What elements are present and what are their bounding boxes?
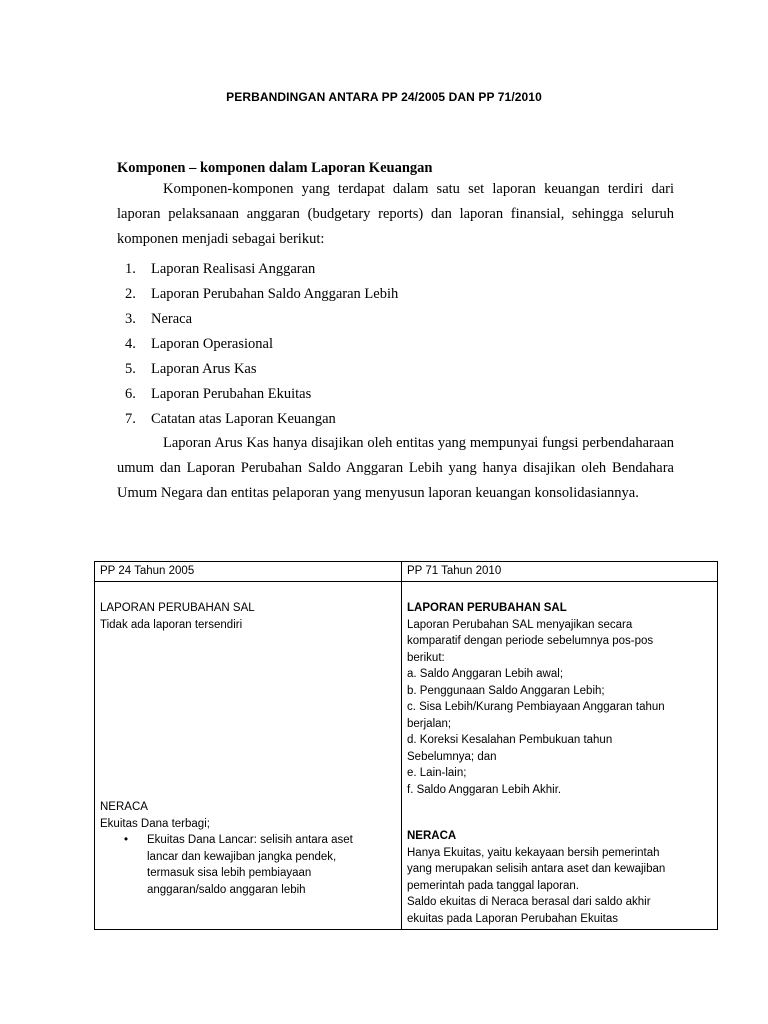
sal-heading-left: LAPORAN PERUBAHAN SAL <box>100 602 255 614</box>
bullet-line: Ekuitas Dana Lancar: selisih antara aset <box>147 834 353 846</box>
bullet-item <box>100 832 396 898</box>
table-row <box>95 582 718 930</box>
list-item-label: Laporan Perubahan Ekuitas <box>151 386 312 402</box>
list-item <box>117 407 674 432</box>
component-list <box>117 257 674 432</box>
sal-line: e. Lain-lain; <box>407 767 467 779</box>
table-header-pp24: PP 24 Tahun 2005 <box>95 562 402 582</box>
table-header-pp71: PP 71 Tahun 2010 <box>402 562 718 582</box>
sal-line: d. Koreksi Kesalahan Pembukuan tahun <box>407 734 613 746</box>
comparison-table <box>94 561 718 930</box>
intro-paragraph: Komponen-komponen yang terdapat dalam satu set laporan keuangan terdiri dari laporan pelaksanaan anggaran (budgetary reports) dan laporan finansial, sehingga seluruh komponen menjadi sebagai berikut: <box>117 181 674 247</box>
list-item-number: 4. <box>125 336 136 352</box>
cell-pp71 <box>402 582 718 930</box>
neraca-line: Saldo ekuitas di Neraca berasal dari saldo akhir <box>407 896 651 908</box>
sal-line: f. Saldo Anggaran Lebih Akhir. <box>407 783 562 796</box>
list-item-number: 3. <box>125 311 136 327</box>
list-item-label: Neraca <box>151 311 193 327</box>
sal-line: b. Penggunaan Saldo Anggaran Lebih; <box>407 684 605 697</box>
neraca-intro-left: Ekuitas Dana terbagi; <box>100 817 210 830</box>
list-item-number: 1. <box>125 261 136 277</box>
bullet-line: lancar dan kewajiban jangka pendek, <box>147 850 337 863</box>
bullet-line: anggaran/saldo anggaran lebih <box>147 883 306 896</box>
cell-pp24 <box>95 582 402 930</box>
list-item-number: 6. <box>125 386 136 402</box>
list-item <box>117 307 674 332</box>
list-item <box>117 382 674 407</box>
sal-line: c. Sisa Lebih/Kurang Pembiayaan Anggaran tahun <box>407 701 665 713</box>
neraca-line: pemerintah pada tanggal laporan. <box>407 879 579 892</box>
neraca-line: ekuitas pada Laporan Perubahan Ekuitas <box>407 912 618 925</box>
closing-paragraph: Laporan Arus Kas hanya disajikan oleh entitas yang mempunyai fungsi perbendaharaan umum dan Laporan Perubahan Saldo Anggaran Lebih yang hanya disajikan oleh Bendahara Umum Negara dan entitas pelaporan yang menyusun laporan keuangan konsolidasiannya. <box>117 435 674 501</box>
neraca-heading-right: NERACA <box>407 830 457 842</box>
list-item <box>117 257 674 282</box>
neraca-line: Hanya Ekuitas, yaitu kekayaan bersih pemerintah <box>407 846 660 859</box>
sal-text-left: Tidak ada laporan tersendiri <box>100 618 243 631</box>
sal-line: Sebelumnya; dan <box>407 750 497 763</box>
list-item-number: 7. <box>125 411 136 427</box>
list-item <box>117 332 674 357</box>
list-item-label: Laporan Operasional <box>151 336 273 352</box>
table-header-row <box>95 562 718 582</box>
sal-line: Laporan Perubahan SAL menyajikan secara <box>407 618 633 631</box>
page-title: PERBANDINGAN ANTARA PP 24/2005 DAN PP 71/2010 <box>226 90 542 104</box>
sal-line: berikut: <box>407 651 445 664</box>
list-item-label: Laporan Perubahan Saldo Anggaran Lebih <box>151 286 399 302</box>
bullet-icon: • <box>124 834 129 846</box>
list-item-number: 5. <box>125 361 136 377</box>
sal-heading-right: LAPORAN PERUBAHAN SAL <box>407 602 567 614</box>
list-item <box>117 357 674 382</box>
neraca-heading-left: NERACA <box>100 801 148 813</box>
list-item-label: Laporan Arus Kas <box>151 361 257 377</box>
sal-line: komparatif dengan periode sebelumnya pos-pos <box>407 635 654 647</box>
bullet-line: termasuk sisa lebih pembiayaan <box>147 867 312 879</box>
list-item-number: 2. <box>125 286 136 302</box>
section-heading: Komponen – komponen dalam Laporan Keuangan <box>117 160 433 176</box>
list-item-label: Catatan atas Laporan Keuangan <box>151 411 336 427</box>
neraca-line: yang merupakan selisih antara aset dan kewajiban <box>407 863 666 875</box>
list-item <box>117 282 674 307</box>
sal-line: a. Saldo Anggaran Lebih awal; <box>407 668 564 680</box>
list-item-label: Laporan Realisasi Anggaran <box>151 261 316 277</box>
sal-line: berjalan; <box>407 717 452 730</box>
